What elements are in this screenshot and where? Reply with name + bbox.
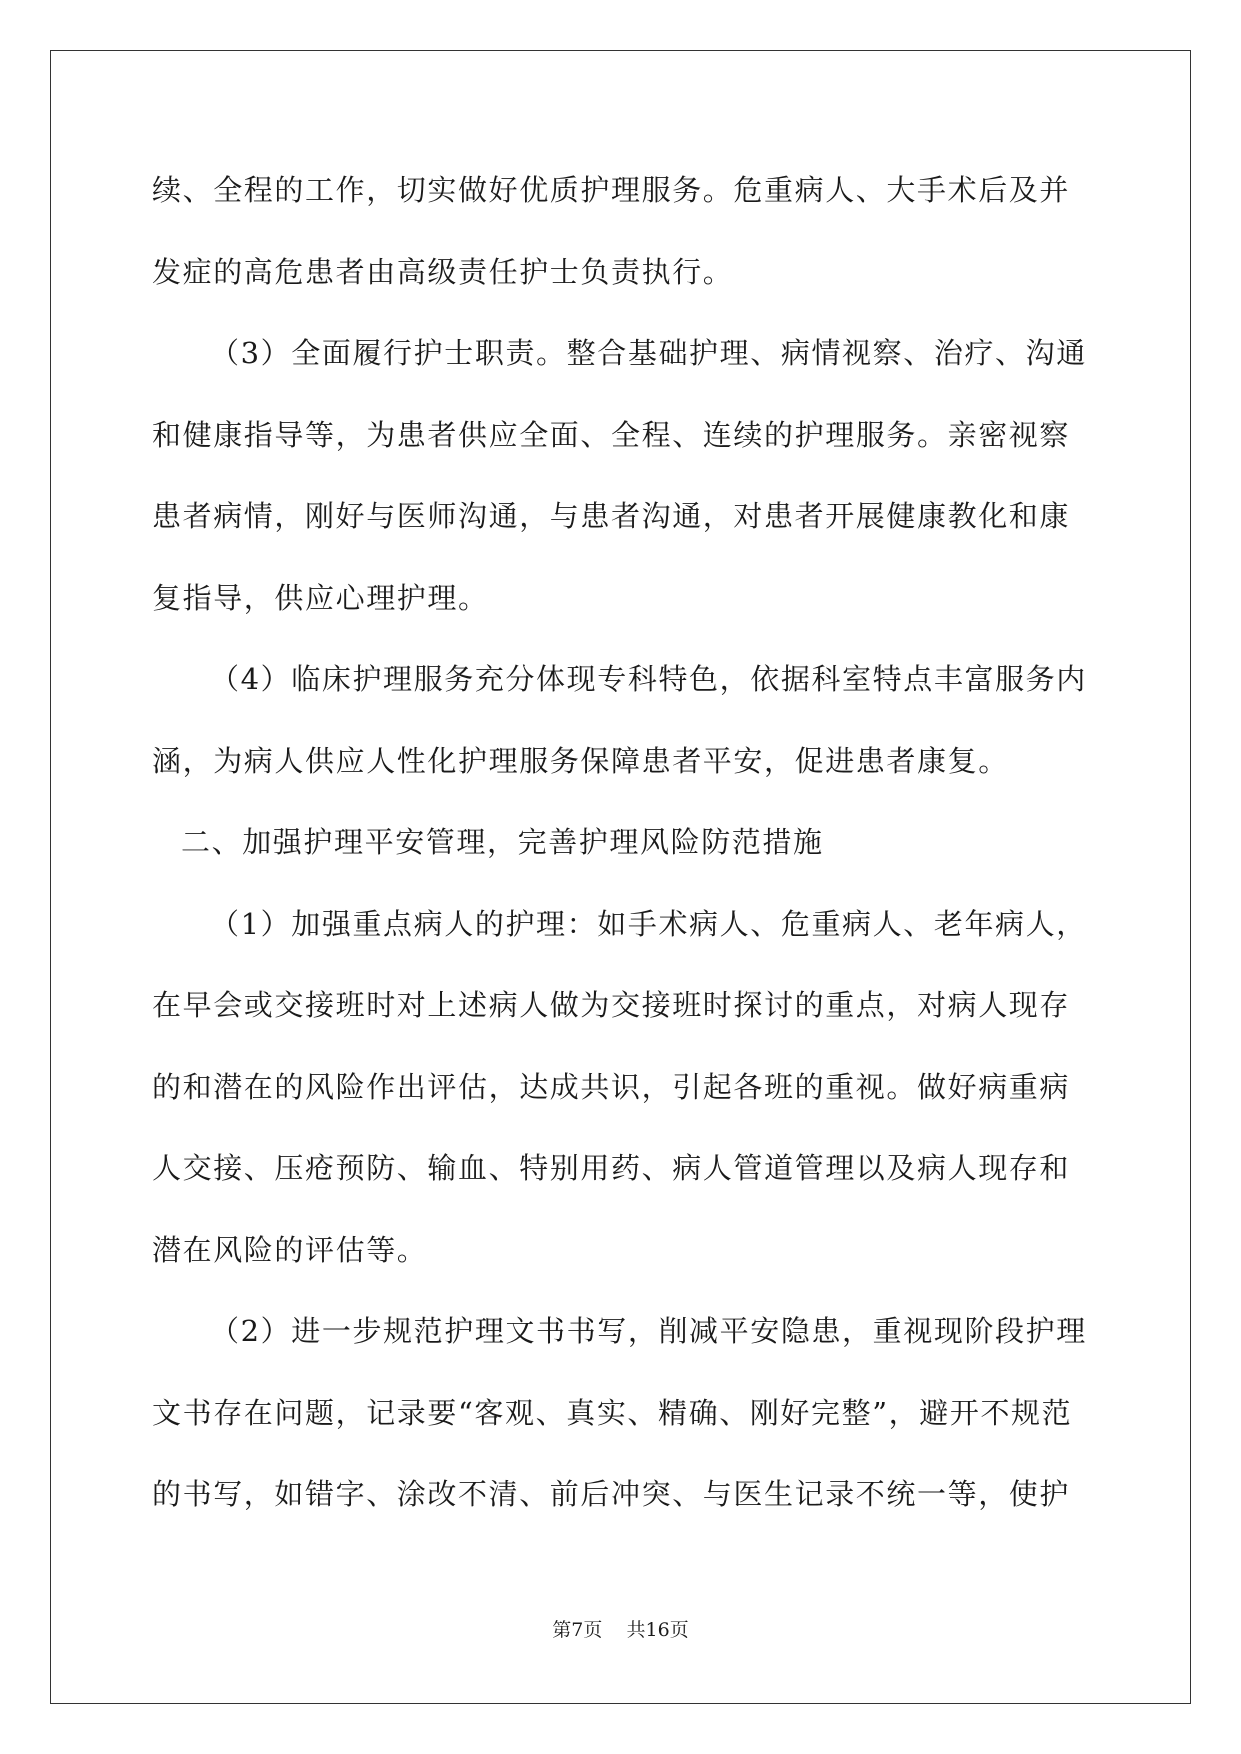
- text-line: 潜在风险的评估等。: [152, 1232, 428, 1267]
- page-footer: [0, 1618, 1241, 1642]
- text-line: （2）进一步规范护理文书书写，削减平安隐患，重视现阶段护理: [210, 1314, 1087, 1348]
- text-line: 在早会或交接班时对上述病人做为交接班时探讨的重点，对病人现存: [152, 988, 1071, 1022]
- text-line: 续、全程的工作，切实做好优质护理服务。危重病人、大手术后及并: [152, 173, 1071, 207]
- text-line: （3）全面履行护士职责。整合基础护理、病情视察、治疗、沟通: [210, 336, 1087, 370]
- text-line: 文书存在问题，记录要“客观、真实、精确、刚好完整”，避开不规范: [152, 1395, 1073, 1430]
- text-line: （4）临床护理服务充分体现专科特色，依据科室特点丰富服务内: [210, 662, 1087, 696]
- page-total: 共16页: [626, 1619, 689, 1641]
- page-number: 第7页: [552, 1619, 603, 1641]
- text-line: 发症的高危患者由高级责任护士负责执行。: [152, 254, 734, 289]
- text-line: 患者病情，刚好与医师沟通，与患者沟通，对患者开展健康教化和康: [152, 499, 1071, 533]
- text-line: （1）加强重点病人的护理：如手术病人、危重病人、老年病人，: [210, 906, 1087, 941]
- text-line: 的和潜在的风险作出评估，达成共识，引起各班的重视。做好病重病: [152, 1069, 1071, 1104]
- document-body: [152, 150, 1092, 1536]
- text-line: 的书写，如错字、涂改不清、前后冲突、与医生记录不统一等，使护: [152, 1477, 1071, 1511]
- text-line: 和健康指导等，为患者供应全面、全程、连续的护理服务。亲密视察: [152, 417, 1071, 452]
- text-line: 涵，为病人供应人性化护理服务保障患者平安，促进患者康复。: [152, 743, 1009, 778]
- section-heading: 二、加强护理平安管理，完善护理风险防范措施: [181, 825, 824, 859]
- text-line: 复指导，供应心理护理。: [152, 580, 489, 615]
- text-line: 人交接、压疮预防、输血、特别用药、病人管道管理以及病人现存和: [152, 1151, 1071, 1185]
